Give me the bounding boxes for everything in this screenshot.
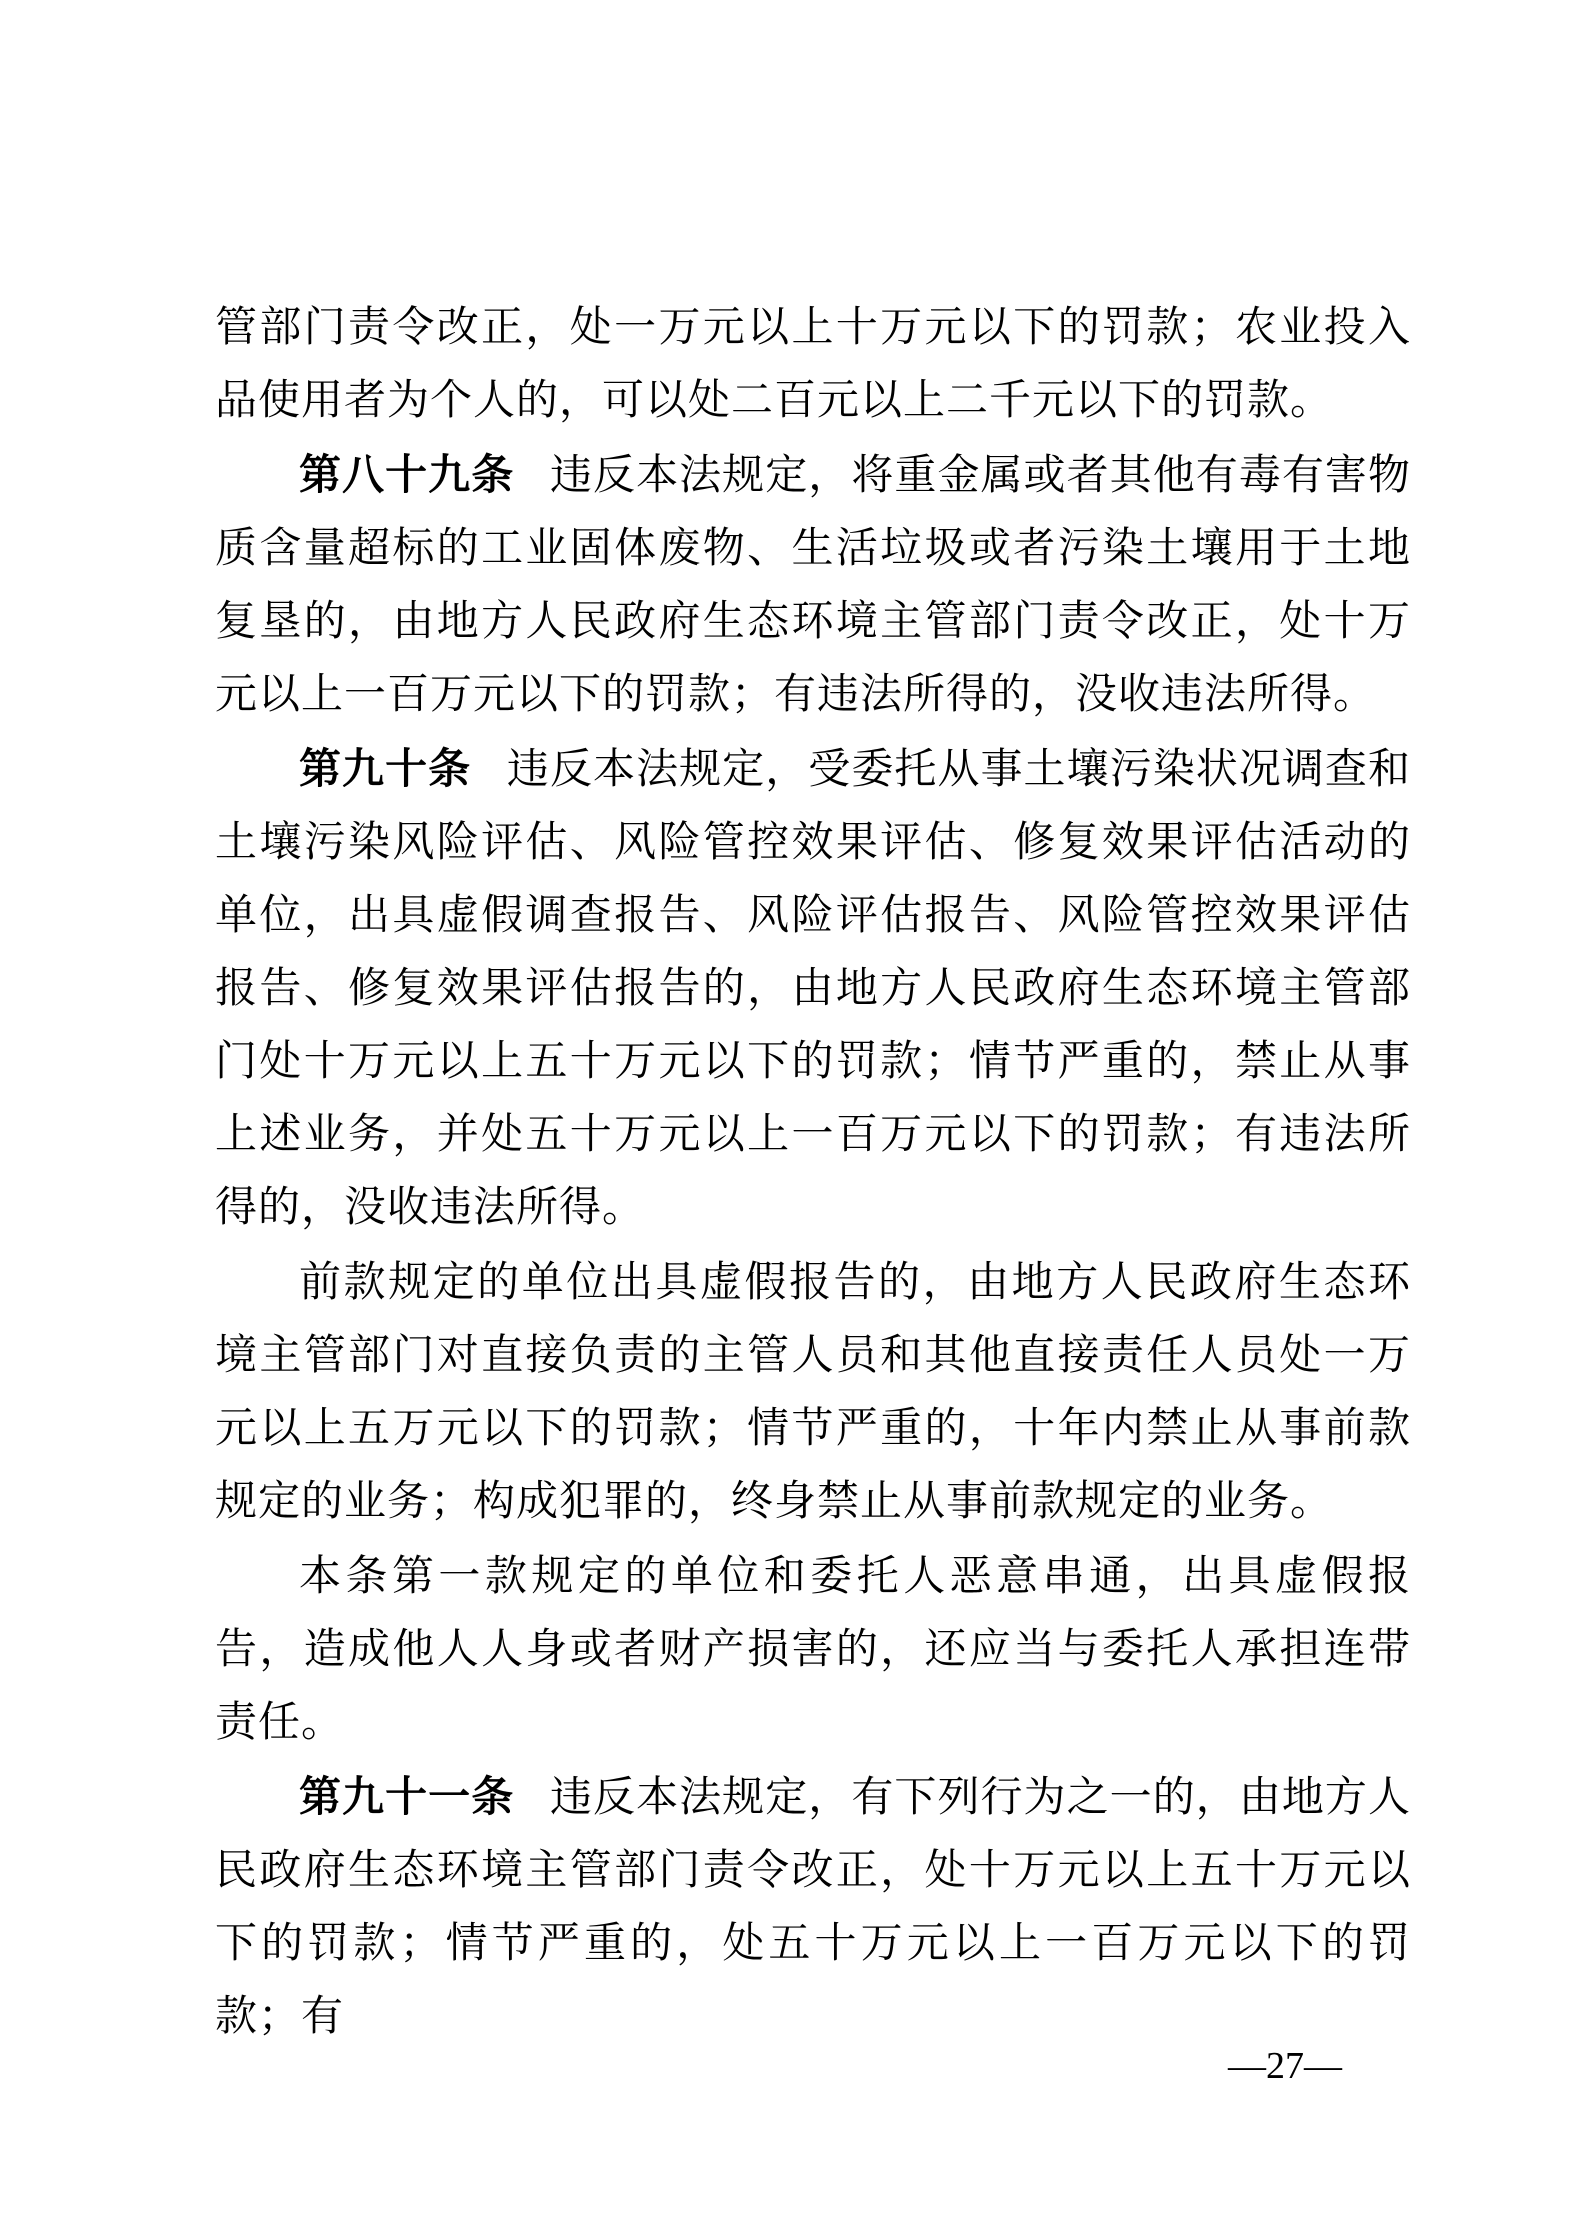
paragraph bbox=[215, 290, 1411, 438]
paragraph-text: 本条第一款规定的单位和委托人恶意串通，出具虚假报告，造成他人人身或者财产损害的，还应当与委托人承担连带责任。 bbox=[215, 1554, 1411, 1746]
paragraph-text: 管部门责令改正，处一万元以上十万元以下的罚款；农业投入品使用者为个人的，可以处二百元以上二千元以下的罚款。 bbox=[215, 305, 1411, 424]
article-number: 第九十条 bbox=[299, 745, 472, 792]
article-number: 第九十一条 bbox=[299, 1773, 515, 1820]
paragraph bbox=[215, 1245, 1411, 1539]
paragraph bbox=[215, 1539, 1411, 1760]
paragraph bbox=[215, 732, 1411, 1245]
paragraph-text: 违反本法规定，将重金属或者其他有毒有害物质含量超标的工业固体废物、生活垃圾或者污染土壤用于土地复垦的，由地方人民政府生态环境主管部门责令改正，处十万元以上一百万元以下的罚款；有违法所得的，没收违法所得。 bbox=[215, 453, 1411, 718]
paragraph-text: 违反本法规定，有下列行为之一的，由地方人民政府生态环境主管部门责令改正，处十万元以上五十万元以下的罚款；情节严重的，处五十万元以上一百万元以下的罚款；有 bbox=[215, 1775, 1411, 2040]
paragraph bbox=[215, 1760, 1411, 2054]
paragraph-text: 前款规定的单位出具虚假报告的，由地方人民政府生态环境主管部门对直接负责的主管人员和其他直接责任人员处一万元以上五万元以下的罚款；情节严重的，十年内禁止从事前款规定的业务；构成犯罪的，终身禁止从事前款规定的业务。 bbox=[215, 1260, 1411, 1525]
article-number: 第八十九条 bbox=[299, 451, 515, 498]
page-number: —27— bbox=[1228, 2045, 1342, 2087]
body-text-block bbox=[215, 290, 1411, 2054]
paragraph-text: 违反本法规定，受委托从事土壤污染状况调查和土壤污染风险评估、风险管控效果评估、修复效果评估活动的单位，出具虚假调查报告、风险评估报告、风险管控效果评估报告、修复效果评估报告的，由地方人民政府生态环境主管部门处十万元以上五十万元以下的罚款；情节严重的，禁止从事上述业务，并处五十万元以上一百万元以下的罚款；有违法所得的，没收违法所得。 bbox=[215, 747, 1411, 1231]
paragraph bbox=[215, 438, 1411, 732]
